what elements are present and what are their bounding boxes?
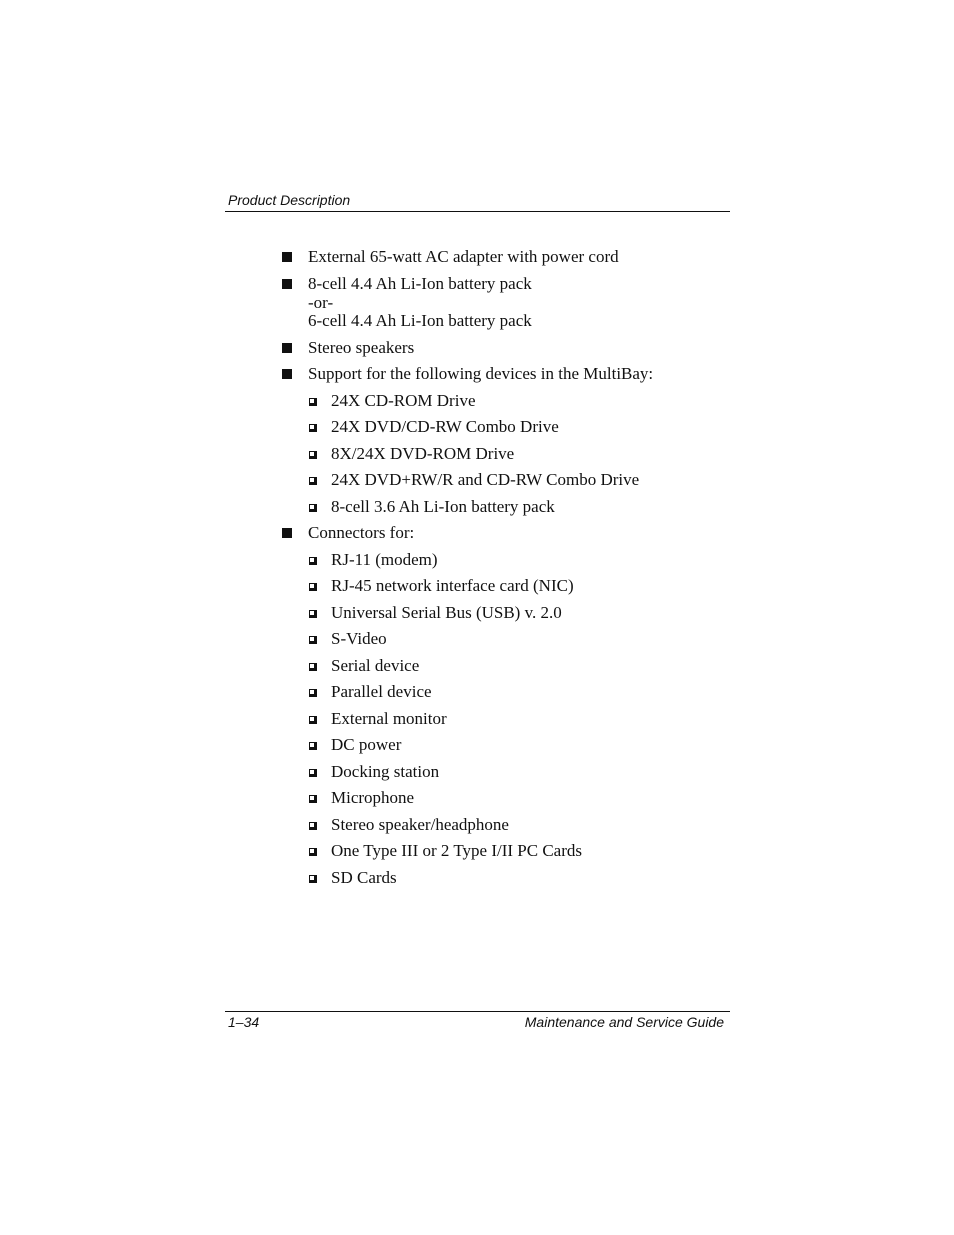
subitem-connector: RJ-11 (modem) (331, 550, 438, 569)
list-item-battery-or: -or- (308, 293, 334, 312)
subitem-multibay: 8X/24X DVD-ROM Drive (331, 444, 515, 463)
subitem-multibay: 24X DVD/CD-RW Combo Drive (331, 417, 559, 436)
subitem-connector: Microphone (331, 788, 415, 807)
open-box-bullet-icon (309, 451, 317, 459)
subitem-multibay: 8-cell 3.6 Ah Li-Ion battery pack (331, 497, 555, 516)
header-rule (225, 211, 730, 212)
subitem-connector: Docking station (331, 762, 440, 781)
square-bullet-icon (282, 369, 292, 379)
subitem-connector: One Type III or 2 Type I/II PC Cards (331, 841, 582, 860)
subitem-multibay: 24X DVD+RW/R and CD-RW Combo Drive (331, 470, 640, 489)
subitem-connector: External monitor (331, 709, 447, 728)
open-box-bullet-icon (309, 795, 317, 803)
list-item-connectors: Connectors for: (308, 523, 415, 542)
open-box-bullet-icon (309, 689, 317, 697)
open-box-bullet-icon (309, 822, 317, 830)
subitem-multibay: 24X CD-ROM Drive (331, 391, 476, 410)
subitem-connector: S-Video (331, 629, 387, 648)
subitem-connector: RJ-45 network interface card (NIC) (331, 576, 574, 595)
open-box-bullet-icon (309, 636, 317, 644)
subitem-connector: Parallel device (331, 682, 432, 701)
open-box-bullet-icon (309, 504, 317, 512)
footer-rule (225, 1011, 730, 1012)
open-box-bullet-icon (309, 477, 317, 485)
open-box-bullet-icon (309, 716, 317, 724)
subitem-connector: Universal Serial Bus (USB) v. 2.0 (331, 603, 562, 622)
list-item-ac-adapter: External 65-watt AC adapter with power cord (308, 247, 619, 266)
open-box-bullet-icon (309, 610, 317, 618)
subitem-connector: Serial device (331, 656, 420, 675)
list-item-stereo-speakers: Stereo speakers (308, 338, 415, 357)
guide-title: Maintenance and Service Guide (524, 1014, 724, 1030)
open-box-bullet-icon (309, 742, 317, 750)
open-box-bullet-icon (309, 663, 317, 671)
subitem-connector: Stereo speaker/headphone (331, 815, 509, 834)
list-item-multibay-support: Support for the following devices in the MultiBay: (308, 364, 654, 383)
square-bullet-icon (282, 279, 292, 289)
open-box-bullet-icon (309, 424, 317, 432)
open-box-bullet-icon (309, 398, 317, 406)
open-box-bullet-icon (309, 583, 317, 591)
list-item-battery-8cell: 8-cell 4.4 Ah Li-Ion battery pack (308, 274, 532, 293)
open-box-bullet-icon (309, 875, 317, 883)
subitem-connector: DC power (331, 735, 402, 754)
open-box-bullet-icon (309, 557, 317, 565)
square-bullet-icon (282, 343, 292, 353)
running-header: Product Description (228, 192, 351, 208)
open-box-bullet-icon (309, 848, 317, 856)
square-bullet-icon (282, 528, 292, 538)
list-item-battery-6cell: 6-cell 4.4 Ah Li-Ion battery pack (308, 311, 532, 330)
subitem-connector: SD Cards (331, 868, 397, 887)
square-bullet-icon (282, 252, 292, 262)
open-box-bullet-icon (309, 769, 317, 777)
page-number: 1–34 (228, 1014, 260, 1030)
